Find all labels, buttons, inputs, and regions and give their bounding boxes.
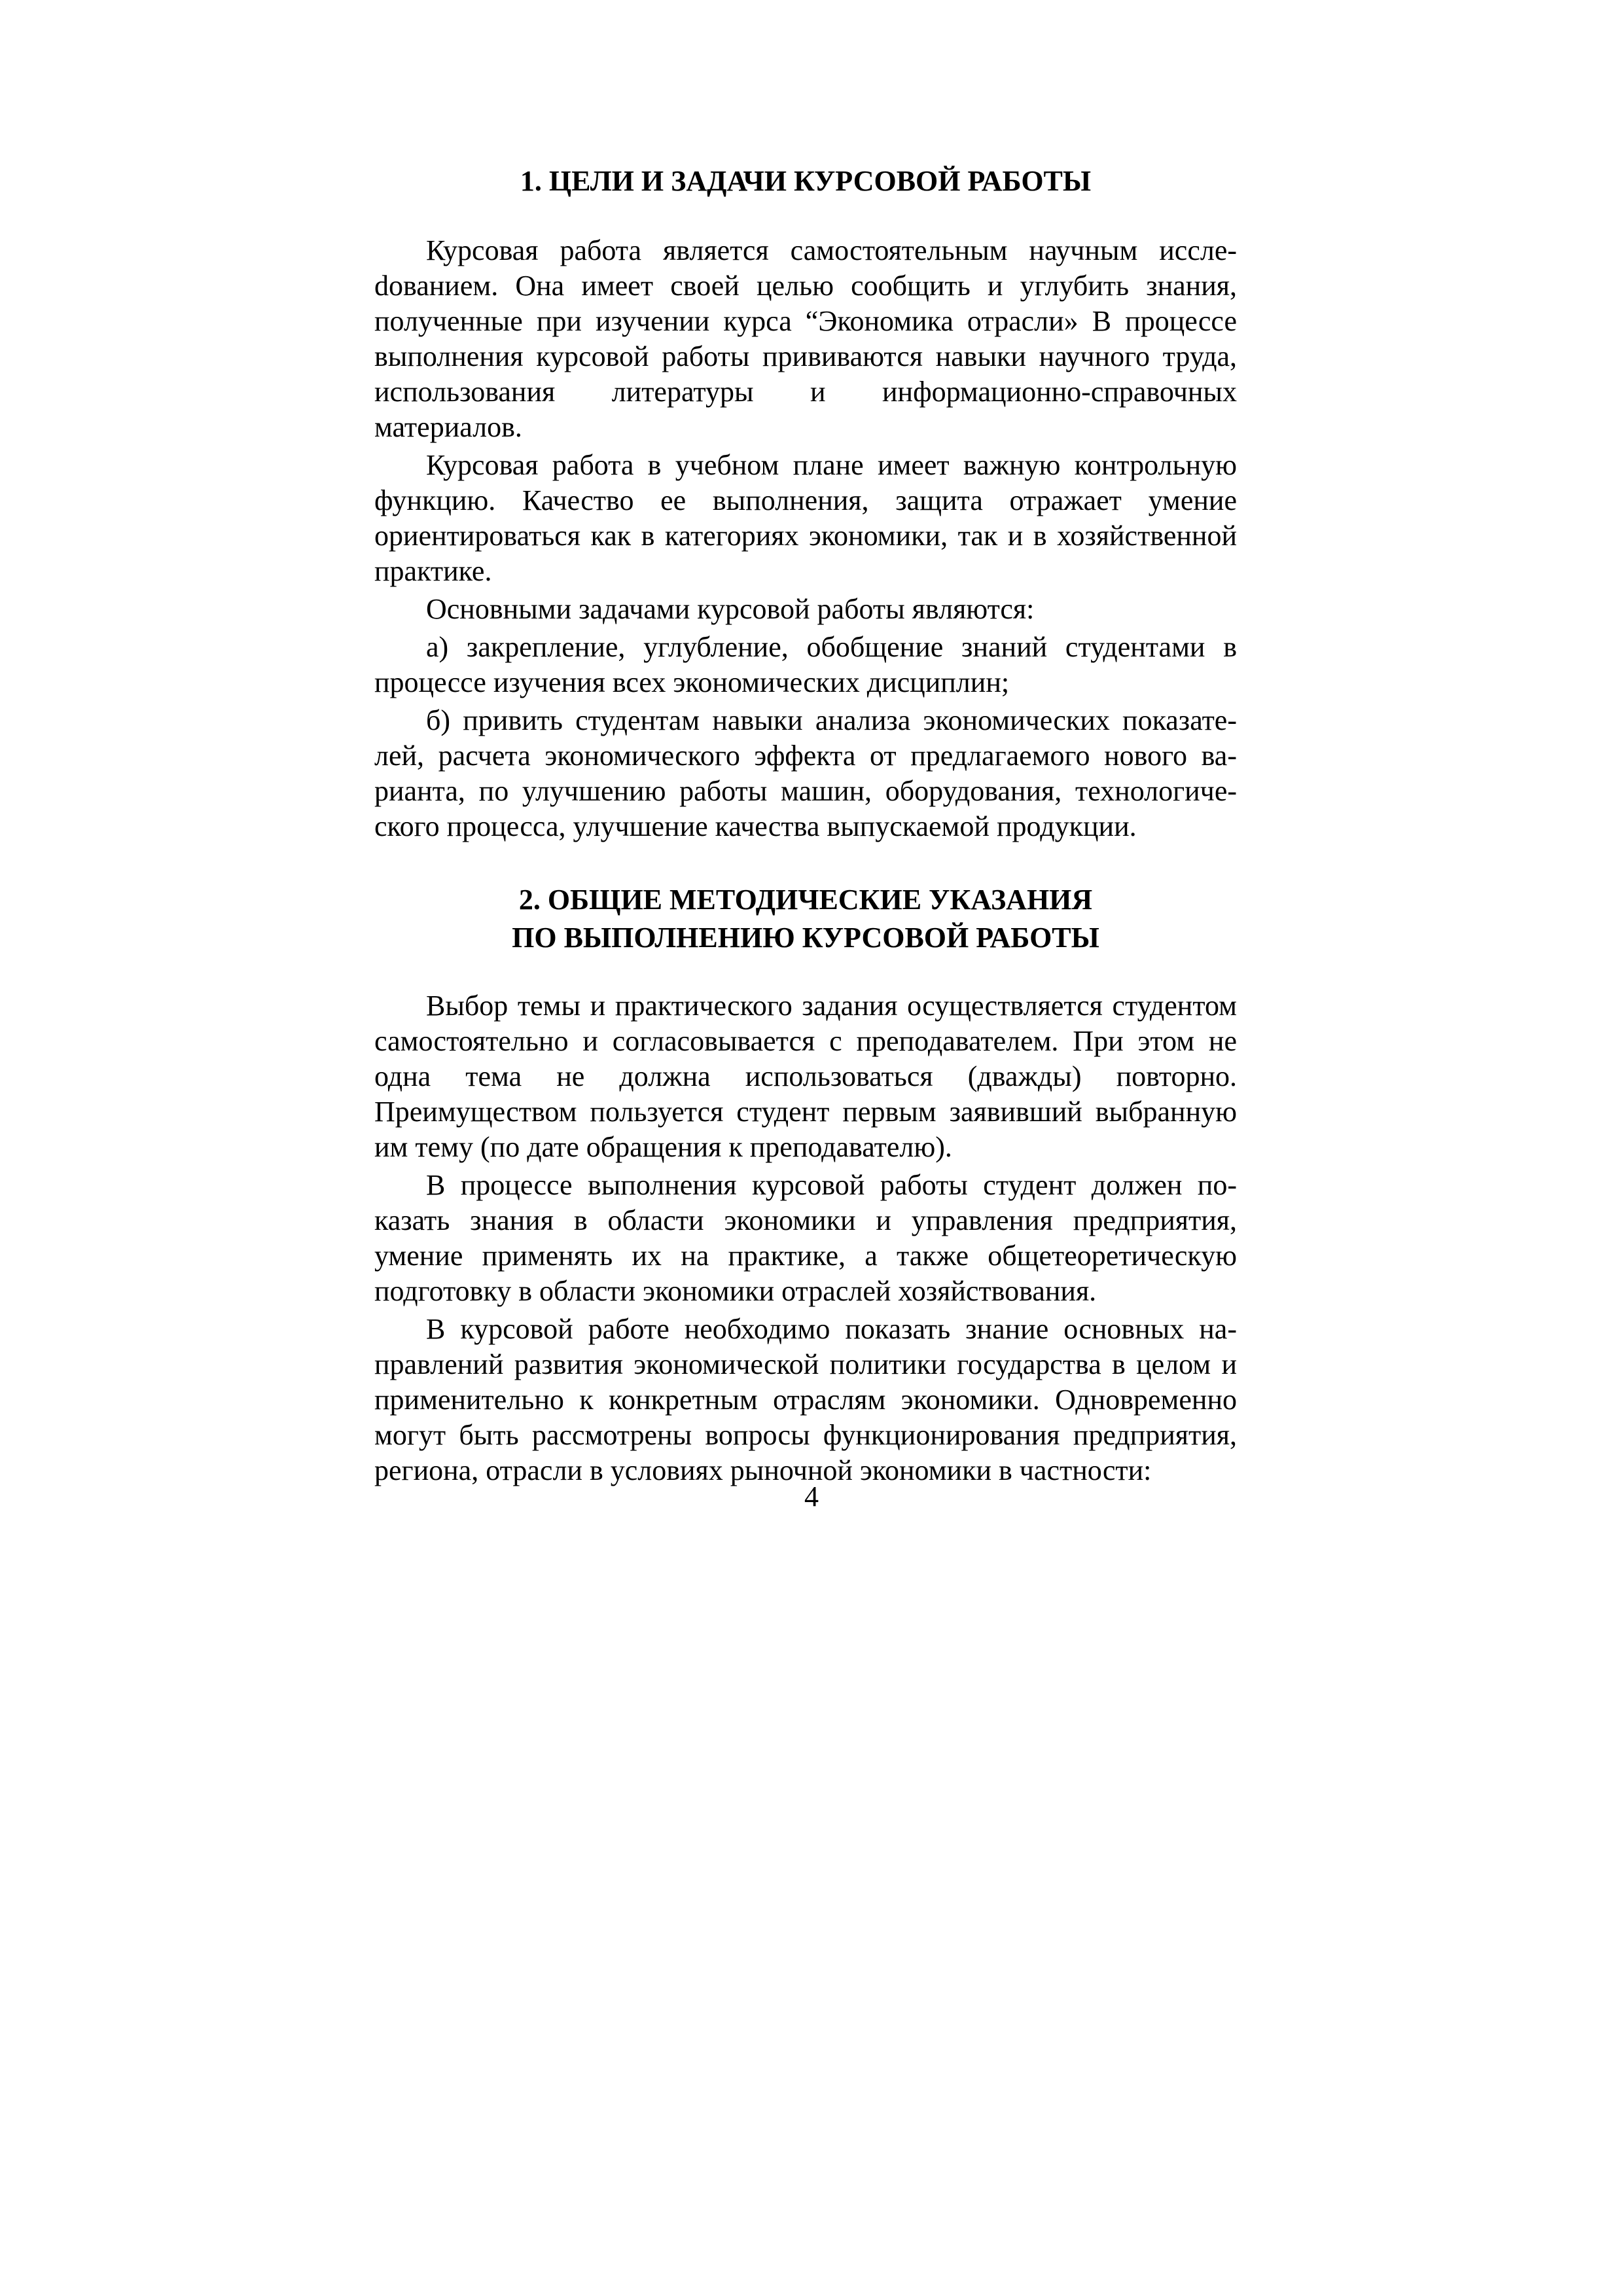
section-2-title — [374, 881, 1237, 957]
section-2-title-line-1: 2. ОБЩИЕ МЕТОДИЧЕСКИЕ УКАЗАНИЯ — [518, 884, 1093, 916]
section-2-title-line-2: ПО ВЫПОЛНЕНИЮ КУРСОВОЙ РАБОТЫ — [512, 922, 1099, 954]
section-1-paragraph: Курсовая работа является самостоятельным научным исслеdованием. Она имеет своей целью сообщить и углубить знания, полученные при изучении курса “Экономика отрасли» В процессе выполнения курсовой работы прививаются навыки научного труда, использования литературы и информационно-справочных материалов. — [374, 234, 1237, 443]
text-column — [374, 162, 1237, 1488]
page-number: 4 — [804, 1480, 819, 1513]
section-1-paragraph: Основными задачами курсовой работы являются: — [426, 593, 1035, 625]
section-1-list-item-b: б) привить студентам навыки анализа экономических показателей, расчета экономического эффекта от предлагаемого нового варианта, по улучшению работы машин, оборудования, технологического процесса, улучшение качества выпускаемой продукции. — [374, 704, 1237, 842]
section-2-paragraph: В процессе выполнения курсовой работы студент должен показать знания в области экономики и управления предприятия, умение применять их на практике, а также общетеоретическую подготовку в области экономики отраслей хозяйствования. — [374, 1169, 1237, 1307]
section-1-paragraph: Курсовая работа в учебном плане имеет важную контрольную функцию. Качество ее выполнения, защита отражает умение ориентироваться как в категориях экономики, так и в хозяйственной практике. — [374, 449, 1237, 587]
section-1-title: 1. ЦЕЛИ И ЗАДАЧИ КУРСОВОЙ РАБОТЫ — [520, 165, 1092, 197]
section-2-paragraph: Выбор темы и практического задания осуществляется студентом самостоятельно и согласовывается с преподавателем. При этом не одна тема не должна использоваться (дважды) повторно. Преимуществом пользуется студент первым заявивший выбранную им тему (по дате обращения к преподавателю). — [374, 990, 1237, 1163]
section-2-paragraph: В курсовой работе необходимо показать знание основных направлений развития экономической политики государства в целом и применительно к конкретным отраслям экономики. Одновременно могут быть рассмотрены вопросы функционирования предприятия, региона, отрасли в условиях рыночной экономики в частности: — [374, 1313, 1237, 1486]
section-1-list-item-a: а) закрепление, углубление, обобщение знаний студентами в процессе изучения всех экономических дисциплин; — [374, 631, 1237, 698]
